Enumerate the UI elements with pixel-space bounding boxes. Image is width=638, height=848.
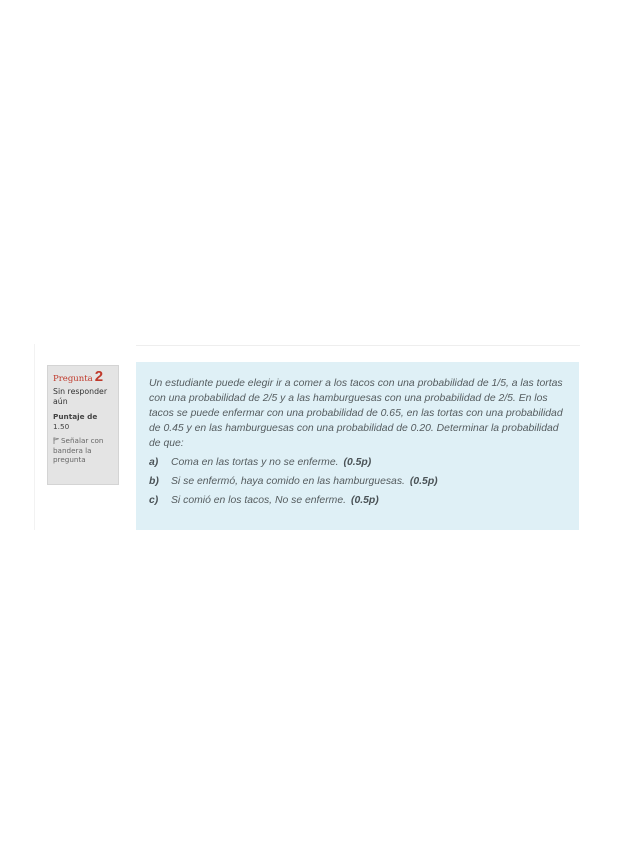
grade-label: Puntaje de: [53, 412, 98, 421]
question-grade: [53, 412, 113, 432]
item-letter: c): [149, 495, 159, 506]
grade-value: 1.50: [53, 422, 70, 431]
item-text: Si comió en los tacos, No se enferme.: [171, 495, 346, 506]
left-edge-divider: [34, 344, 35, 530]
question-item-a: [149, 456, 565, 470]
flag-question-label: Señalar con bandera la pregunta: [53, 436, 104, 464]
question-text: Un estudiante puede elegir ir a comer a los tacos con una probabilidad de 1/5, a las tortas con una probabilidad de 2/5 y a las hamburguesas con una probabilidad de 2/5. En los tacos se puede enfermar con una probabilidad de 0.65, en las tortas con una probabilidad de 0.45 y en las hamburguesas con una probabilidad de 0.20. Determinar la probabilidad de que:: [149, 378, 563, 449]
item-letter: a): [149, 457, 159, 468]
question-label: Pregunta: [53, 374, 93, 384]
item-letter: b): [149, 476, 159, 487]
question-number: 2: [94, 368, 104, 385]
question-info-panel: [47, 365, 119, 485]
question-heading: [53, 368, 113, 385]
item-text: Coma en las tortas y no se enferme.: [171, 457, 339, 468]
flag-icon: [53, 437, 59, 444]
question-status: Sin responder aún: [53, 387, 108, 406]
question-item-c: [149, 494, 565, 508]
flag-question-link[interactable]: [53, 436, 113, 465]
question-content: [136, 362, 579, 530]
item-text: Si se enfermó, haya comido en las hamburguesas.: [171, 476, 405, 487]
item-points: (0.5p): [409, 476, 438, 487]
item-points: (0.5p): [351, 495, 379, 506]
item-points: (0.5p): [343, 457, 372, 468]
top-divider: [136, 345, 580, 346]
question-item-b: [149, 475, 565, 489]
